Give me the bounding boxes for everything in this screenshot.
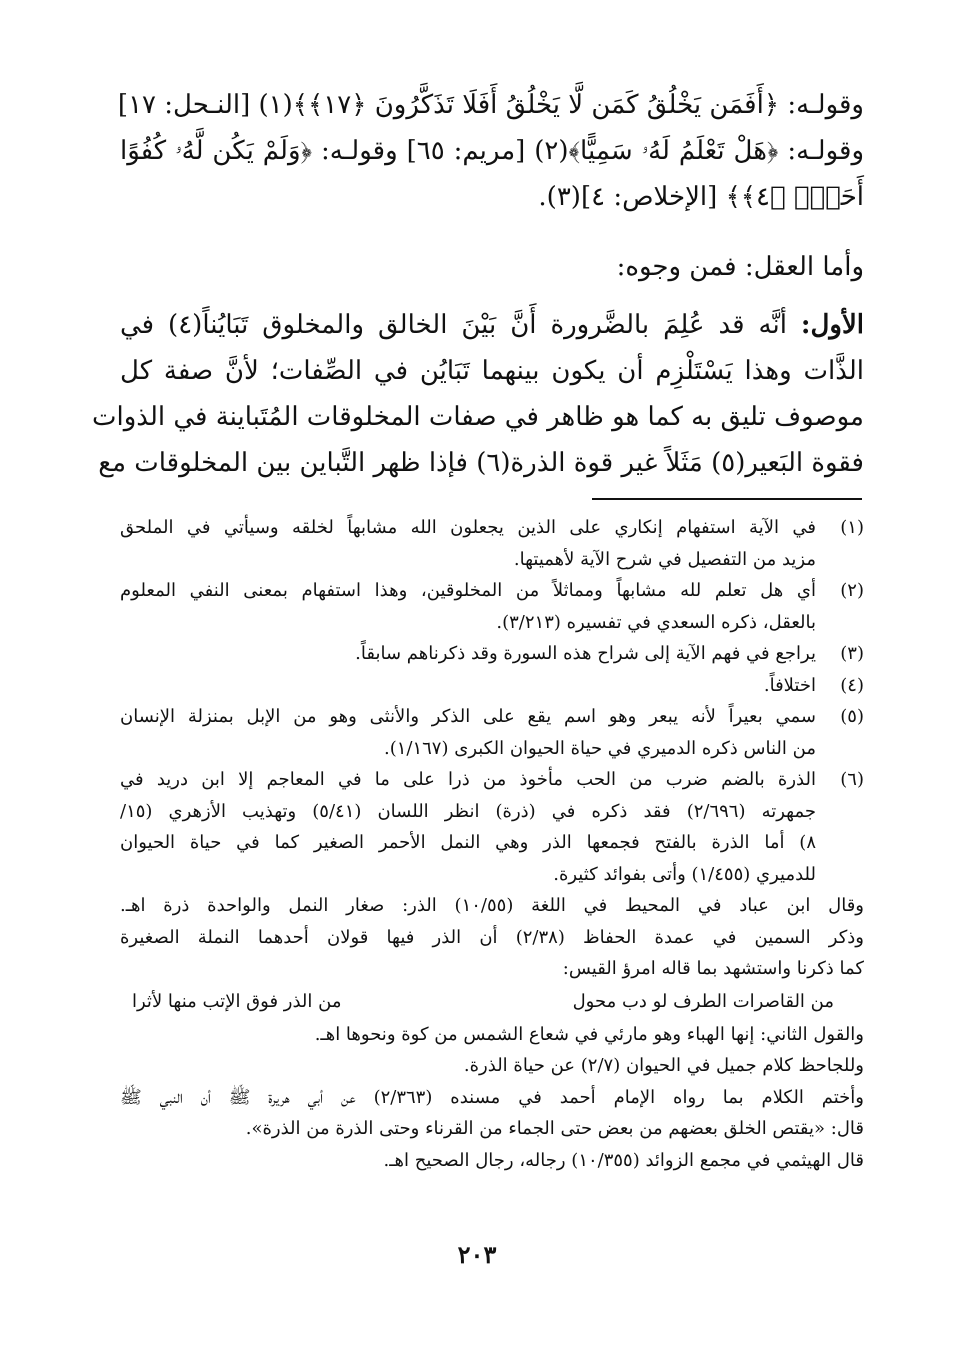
verse-second-hemistich: من الذر فوق الإتب منها لأثرا [132,990,342,1012]
footnote-line: وأختم الكلام بما رواه الإمام أحمد في مسنده (٢/٣٦٣) عن أبي هريرة ﷺ أن النبي ﷺ [120,1086,864,1108]
footnote-line: قال: «يقتص الخلق بعضهم من بعض حتى الجماء من القرناء وحتى الذرة من الذرة». [245,1118,864,1139]
main-text [92,82,865,486]
footnote-number: (٦) [840,769,864,790]
paragraph-line [120,302,864,348]
footnote-line: وللجاحظ كلام جميل في الحيوان (٢/٧) عن حياة الذرة. [463,1055,864,1076]
footnote-line: للدميري (١/٤٥٥) وأتى بفوائد كثيرة. [553,863,816,885]
footnotes [120,512,864,1176]
footnote-line: جمهرته (٢/٦٩٦) فقد ذكره في (ذرة) انظر اللسان (٥/٤١) وتهذيب الأزهري (١٥/ [120,800,816,822]
page-number: ٢٠٣ [457,1240,497,1269]
quote-line: وقولـه: ﴿أَفَمَن يَخْلُقُ كَمَن لَّا يَخْلُقُ أَفَلَا تَذَكَّرُونَ ﴿١٧﴾﴾(١) [النـحل: ١٧] [117,90,864,120]
quote-line: أَحَدٌۢ ﴿٤﴾﴾ [الإخلاص: ٤](٣). [538,182,864,212]
footnote-closing [120,1019,864,1177]
footnote [120,701,864,764]
footnote-line: والقول الثاني: إنها الهباء وهو مارئي في شعاع الشمس من كوة ونحوها اهـ. [314,1023,864,1045]
footnote-line: من الناس ذكره الدميري في حياة الحيوان الكبرى (١/١٦٧). [383,737,816,759]
paragraph-text: أنَّه قد عُلِمَ بالضَّرورة أَنَّ بَيْنَ الخالق والمخلوق تَبَايُناً(٤) في [120,310,787,340]
footnote-line: ٨) أما الذرة بالفتح فجمعها الذر وهي النمل الأحمر الصغير كما في حياة الحيوان [120,832,816,853]
footnote [120,575,864,638]
footnote-line: كما ذكرنا واستشهد بما قاله امرؤ القيس: [562,958,864,979]
paragraph-line: فقوة البَعير(٥) مَثَلاً غير قوة الذرة(٦) فإذا ظهر التَّباين بين المخلوقات مع [98,448,864,478]
footnote-line: وذكر السمين في عمدة الحفاظ (٢/٣٨) أن الذر فيها قولان أحدهما النملة الصغيرة [120,926,864,948]
footnote-line: يراجع في فهم الآية إلى شراح هذه السورة وقد ذكرناهم سابقاً. [355,643,816,664]
footnote-line: الذرة بالضم ضرب من الحب مأخوذ من ذرا على ما في المعاجم إلا ابن دريد في [120,769,816,790]
footnote-continuation [120,890,864,985]
verse-first-hemistich: من القاصرات الطرف لو دب محول [572,990,834,1012]
footnote-line: اختلافاً. [763,674,816,696]
footnote-line: قال الهيثمي في مجمع الزوائد (١٠/٣٥٥) رجاله، رجال الصحيح اهـ. [383,1149,864,1171]
footnote-separator [592,498,862,500]
footnote-number: (٣) [840,643,864,664]
section-intro: وأما العقل: فمن وجوه: [616,252,864,282]
footnote-number: (٥) [840,706,864,727]
footnote-number: (٤) [840,674,864,696]
footnote-line: بالعقل، ذكره السعدي في تفسيره (٣/٢١٣). [496,611,816,633]
footnote [120,512,864,575]
quote-line: وقولـه: ﴿هَلْ تَعْلَمُ لَهُۥ سَمِيًّا﴾(٢) [مريم: ٦٥] وقولـه: ﴿وَلَمْ يَكُن لَّهُۥ كُفُوًا [120,136,865,166]
paragraph-line: الذَّات وهذا يَسْتَلْزِم أن يكون بينهما تَبَايُن في الصِّفات؛ لأنَّ صفة كل [120,356,864,386]
footnote-line: مزيد من التفصيل في شرح الآية لأهميتها. [513,548,816,570]
footnote [120,638,864,670]
footnote-line: أي هل تعلم لله مشابهاً ومماثلاً من المخلوقين، وهذا استفهام بمعنى النفي المعلوم [120,580,816,601]
footnote-number: (١) [840,517,864,538]
footnote [120,764,864,890]
point-label: الأول: [800,310,865,340]
footnote-line: في الآية استفهام إنكاري على الذين يجعلون الله مشابهاً لخلقه وسيأتي في الملحق [120,517,816,538]
paragraph-line: موصوف تليق به كما هو ظاهر في صفات المخلوقات المُتَباينة في الذوات [92,402,864,432]
footnote-line: وقال ابن عباد في المحيط في اللغة (١٠/٥٥) الذر: صغار النمل والواحدة ذرة اهـ. [120,895,864,916]
footnote [120,670,864,702]
footnote-number: (٢) [840,580,864,601]
poetry-verse [120,985,864,1019]
footnote-line: سمي بعيراً لأنه يبعر وهو اسم يقع على الذكر والأنثى وهو من الإبل بمنزلة الإنسان [120,706,816,727]
